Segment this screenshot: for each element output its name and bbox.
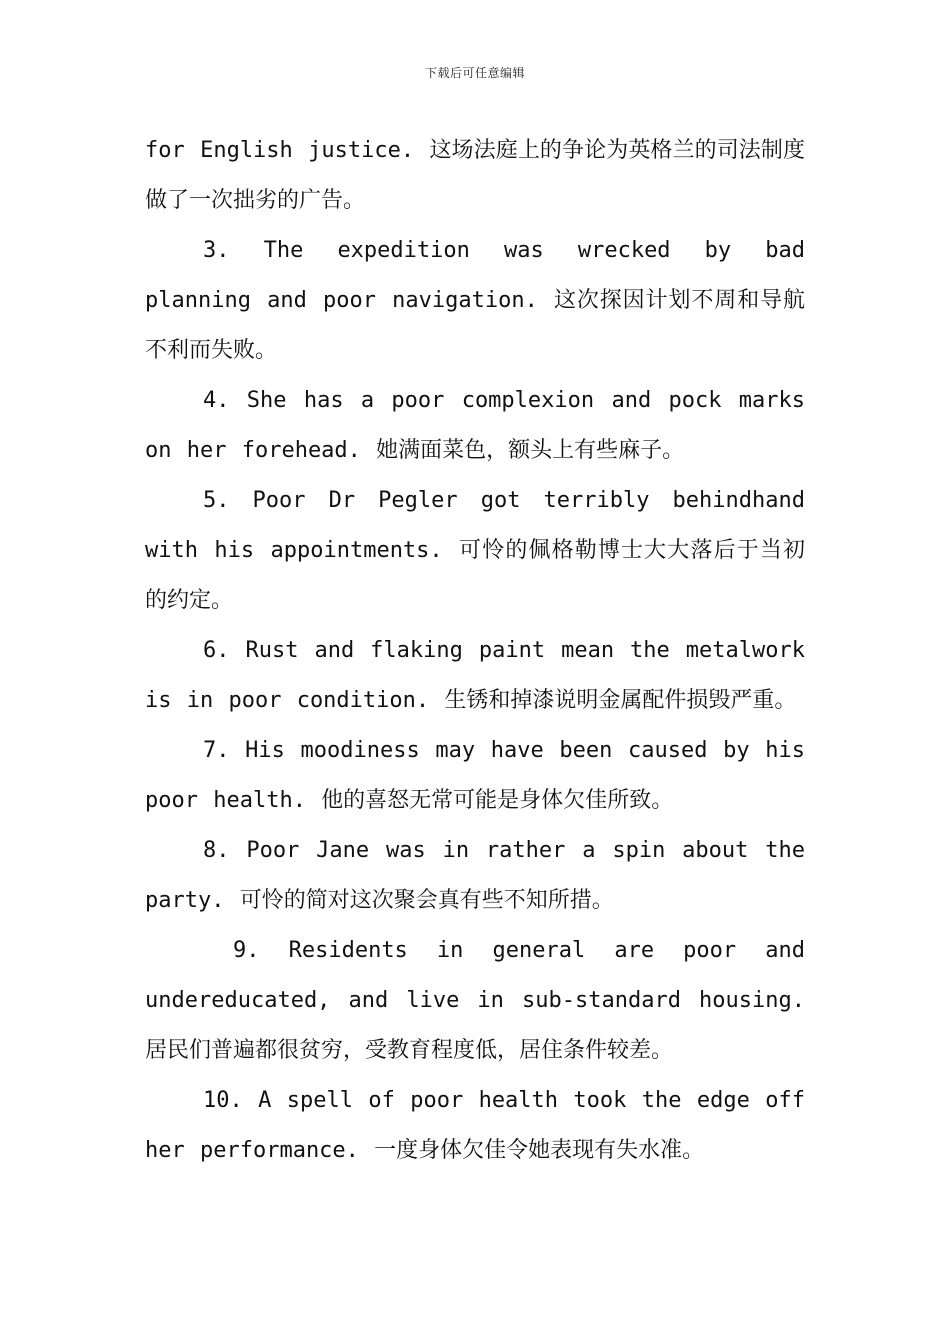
example-sentence-8: 8. Poor Jane was in rather a spin about the party. 可怜的简对这次聚会真有些不知所措。 (145, 838, 805, 913)
example-sentence-6: 6. Rust and flaking paint mean the metalwork is in poor condition. 生锈和掉漆说明金属配件损毁严重。 (145, 638, 805, 713)
example-sentence-7: 7. His moodiness may have been caused by his poor health. 他的喜怒无常可能是身体欠佳所致。 (145, 738, 805, 813)
example-sentence-4: 4. She has a poor complexion and pock marks on her forehead. 她满面菜色，额头上有些麻子。 (145, 388, 805, 463)
page-header-note: 下载后可任意编辑 (424, 66, 525, 80)
example-sentence-5: 5. Poor Dr Pegler got terribly behindhand with his appointments. 可怜的佩格勒博士大大落后于当初的约定。 (145, 488, 805, 613)
document-body (145, 126, 805, 1176)
example-sentence-3: 3. The expedition was wrecked by bad planning and poor navigation. 这次探因计划不周和导航不利而失败。 (145, 238, 805, 363)
example-sentence-9: 9. Residents in general are poor and undereducated, and live in sub-standard housing. 居民们普遍都很贫穷，受教育程度低，居住条件较差。 (145, 938, 805, 1063)
paragraph-continuation: for English justice. 这场法庭上的争论为英格兰的司法制度做了一次拙劣的广告。 (145, 138, 805, 213)
example-sentence-10: 10. A spell of poor health took the edge off her performance. 一度身体欠佳令她表现有失水准。 (145, 1088, 805, 1163)
